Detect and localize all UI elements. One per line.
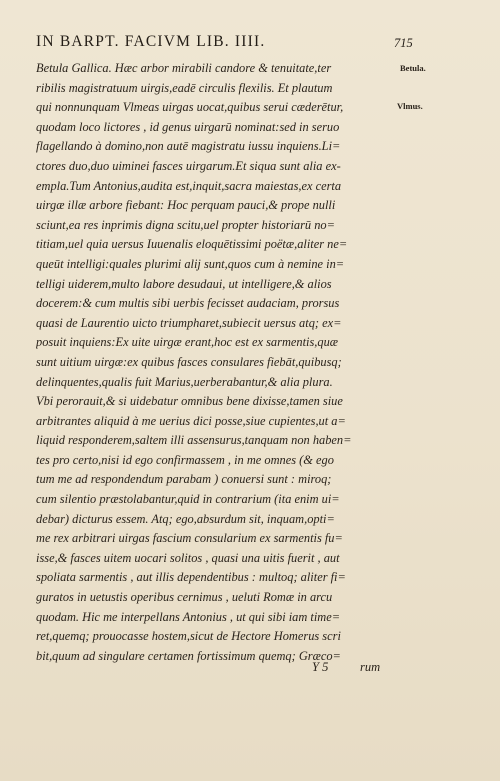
text-line: sunt uitium uirgæ:ex quibus fasces consulares fiebāt,quibusq; xyxy=(36,354,342,369)
running-title: IN BARPT. FACIVM LIB. IIII. xyxy=(36,33,266,50)
text-line: ctores duo,duo uiminei fasces uirgarum.Et siqua sunt alia ex- xyxy=(36,158,341,173)
margin-note-betula: Betula. xyxy=(400,63,426,73)
text-line: flagellando à domino,non autē magistratu iussu inquiens.Li= xyxy=(36,139,341,154)
text-line: telligi uiderem,multo labore desudaui, ut intelligere,& alios xyxy=(36,276,332,291)
text-line: docerem:& cum multis sibi uerbis fecisset audaciam, prorsus xyxy=(36,296,340,311)
text-line: posuit inquiens:Ex uite uirgæ erant,hoc est ex sarmentis,quæ xyxy=(36,335,339,350)
signature-mark: Y 5 xyxy=(312,660,329,674)
text-line: spoliata sarmentis , aut illis dependentibus : multoq; aliter fi= xyxy=(36,570,346,585)
text-line: ret,quemq; prouocasse hostem,sicut de Hectore Homerus scri xyxy=(36,629,341,644)
text-line: isse,& fasces uitem uocari solitos , quasi una uitis fuerit , aut xyxy=(36,550,340,565)
text-line: cum silentio præstolabantur,quid in contrarium (ita enim ui= xyxy=(36,492,340,507)
text-line: liquid responderem,saltem illi assensurus,tanquam non haben= xyxy=(36,433,352,448)
text-line: quodam. Hic me interpellans Antonius , ut qui sibi iam time= xyxy=(36,609,341,624)
text-line: guratos in uetustis operibus cernimus , ueluti Romæ in arcu xyxy=(36,590,333,605)
margin-note-vlmus: Vlmus. xyxy=(397,101,423,111)
text-line: tes pro certo,nisi id ego confirmassem , in me omnes (& ego xyxy=(36,452,334,467)
text-line: bit,quum ad singulare certamen fortissimum quemq; Græco= xyxy=(36,648,341,663)
text-line: sciunt,ea res inprimis digna scitu,uel propter historiarū no= xyxy=(36,217,335,232)
text-line: tum me ad respondendum parabam ) conuersi sunt : miroq; xyxy=(36,472,332,487)
text-line: me rex arbitrari uirgas fascium consularium ex sarmentis fu= xyxy=(36,531,343,546)
text-line: titiam,uel quia uersus Iuuenalis eloquētissimi poëtæ,aliter ne= xyxy=(36,237,348,252)
text-line: qui nonnunquam Vlmeas uirgas uocat,quibus serui cæderētur, xyxy=(36,100,344,115)
catchword: rum xyxy=(360,660,381,674)
text-line: empla.Tum Antonius,audita est,inquit,sacra maiestas,ex certa xyxy=(36,178,342,193)
text-line: quasi de Laurentio uicto triumpharet,subiecit uersus atq; ex= xyxy=(36,315,342,330)
text-line: delinquentes,qualis fuit Marius,uerberabantur,& alia plura. xyxy=(36,374,333,389)
text-line: arbitrantes aliquid à me uerius dici posse,siue cupientes,ut a= xyxy=(36,413,346,428)
text-line: queūt intelligi:quales plurimi alij sunt,quos cum à nemine in= xyxy=(36,256,345,271)
text-line: quodam loco lictores , id genus uirgarū nominat:sed in seruo xyxy=(36,119,340,134)
text-line: Betula Gallica. Hæc arbor mirabili candore & tenuitate,ter xyxy=(36,61,332,75)
text-line: uirgæ illæ arbore fiebant: Hoc perquam pauci,& prope nulli xyxy=(36,198,336,213)
page-number: 715 xyxy=(394,36,413,50)
text-line: debar) dicturus essem. Atq; ego,absurdum sit, inquam,opti= xyxy=(36,511,335,526)
text-line: ribilis magistratuum uirgis,eadē circulis flexilis. Et plautum xyxy=(36,80,333,95)
text-line: Vbi perorauit,& si uidebatur omnibus bene dixisse,tamen siue xyxy=(36,394,343,409)
body-text xyxy=(36,59,396,666)
